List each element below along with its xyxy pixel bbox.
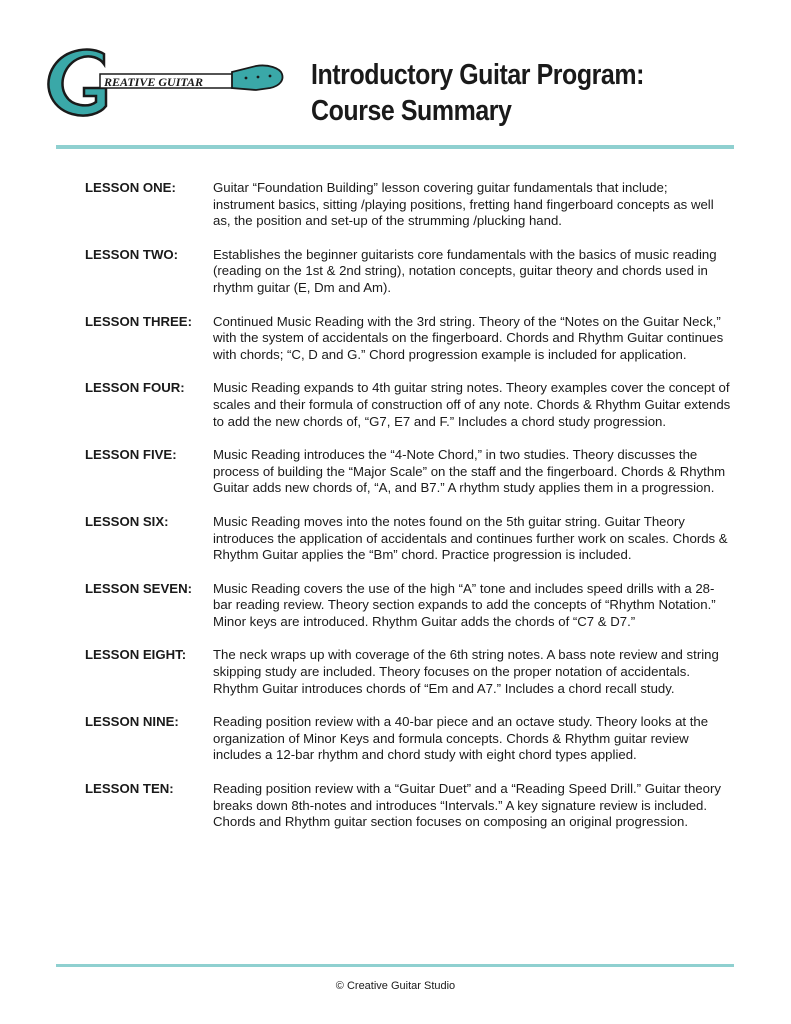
creative-guitar-logo (44, 44, 284, 120)
lesson-title: LESSON FOUR: (85, 380, 185, 396)
lesson-title: LESSON FIVE: (85, 447, 177, 463)
lesson-title: LESSON TWO: (85, 246, 179, 262)
lesson-item (85, 647, 735, 697)
title-line-1: Introductory Guitar Program: (311, 59, 644, 91)
lesson-item (85, 380, 735, 430)
lesson-item (85, 314, 735, 364)
lesson-description: Guitar “Foundation Building” lesson covering guitar fundamentals that include; instrument basics, sitting /playing positions, fretting hand fingerboard concepts as well as, the position and set-up of the strumming /plucking hand. (213, 180, 714, 229)
lesson-title: LESSON SEVEN: (85, 580, 192, 596)
page-title (311, 57, 698, 129)
lesson-item (85, 247, 735, 297)
lesson-description: The neck wraps up with coverage of the 6th string notes. A bass note review and string skipping study are included. Theory focuses on the proper notation of accidentals. Rhythm Guitar introduces chords of “Em and A7.” Includes a chord recall study. (213, 647, 719, 696)
lesson-description: Music Reading moves into the notes found on the 5th guitar string. Guitar Theory introduces the application of accidentals and continues further work on scales. Chords & Rhythm Guitar applies the “Bm” chord. Practice progression is included. (213, 513, 728, 563)
lesson-description: Music Reading expands to 4th guitar string notes. Theory examples cover the concept of scales and their formula of construction off of any note. Chords & Rhythm Guitar extends to add the new chords of, “G7, E7 and F.” Includes a chord study progression. (213, 380, 731, 429)
lesson-item (85, 180, 735, 230)
lesson-description: Music Reading covers the use of the high “A” tone and includes speed drills with a 28-bar reading review. Theory section expands to add the concepts of “Rhythm Notation.” Minor keys are introduced. Rhythm Guitar adds the chords of “C7 & D7.” (213, 580, 716, 629)
lesson-item (85, 781, 735, 831)
lesson-description: Establishes the beginner guitarists core fundamentals with the basics of music reading (reading on the 1st & 2nd string), notation concepts, guitar theory and chords used in rhythm guitar (E, Dm and Am). (213, 246, 717, 295)
lesson-item (85, 714, 735, 764)
lesson-title: LESSON TEN: (85, 781, 174, 797)
lesson-description: Music Reading introduces the “4-Note Chord,” in two studies. Theory discusses the process of building the “Major Scale” on the staff and the fingerboard. Chords & Rhythm Guitar adds new chords of, “A, and B7.” A rhythm study applies them in a progression. (213, 447, 726, 496)
top-divider (56, 145, 734, 149)
lesson-list (85, 180, 735, 831)
lesson-title: LESSON EIGHT: (85, 647, 187, 663)
lesson-description: Continued Music Reading with the 3rd string. Theory of the “Notes on the Guitar Neck,” with the system of accidentals on the fingerboard. Chords and Rhythm Guitar continues with chords; “C, D and G.” Chord progression example is included for application. (213, 313, 724, 362)
lesson-description: Reading position review with a “Guitar Duet” and a “Reading Speed Drill.” Guitar theory breaks down 8th-notes and introduces “Intervals.” A key signature review is included. Chords and Rhythm guitar section focuses on composing an original progression. (213, 781, 721, 830)
lesson-title: LESSON ONE: (85, 180, 176, 195)
bottom-divider (56, 964, 734, 967)
lesson-item (85, 447, 735, 497)
lesson-item (85, 581, 735, 631)
lesson-item (85, 514, 735, 564)
guitar-headstock-logo-icon (44, 44, 284, 120)
lesson-title: LESSON THREE: (85, 313, 192, 329)
lesson-description: Reading position review with a 40-bar piece and an octave study. Theory looks at the organization of Minor Keys and formula concepts. Chords & Rhythm guitar review includes a 12-bar rhythm and chord study with eight chord types applied. (213, 714, 709, 763)
copyright-footer: © Creative Guitar Studio (335, 980, 456, 992)
lesson-title: LESSON SIX: (85, 513, 169, 529)
lesson-title: LESSON NINE: (85, 714, 179, 730)
logo-text: REATIVE GUITAR (104, 75, 204, 89)
title-line-2: Course Summary (311, 95, 512, 127)
